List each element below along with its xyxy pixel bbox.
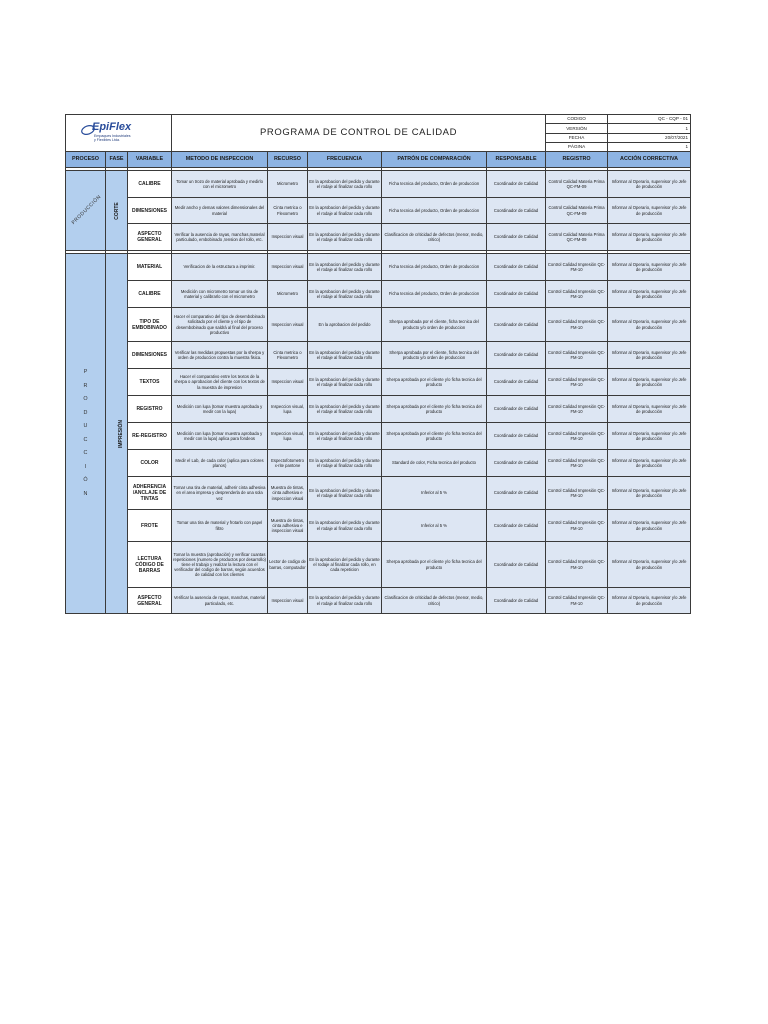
meta-label: PÁGINA [546,142,608,151]
process-letter: C [83,436,88,443]
phase-cell-impresion [106,254,128,614]
corrective-action-cell: Informar al Operario, supervisor y/o Jefe de producción [608,542,691,588]
variable-cell: TEXTOS [128,369,172,396]
frequency-cell: En la aprobacion del pedido y durante el rodaje al finalizar cada rollo [308,281,382,308]
meta-value: 1 [608,142,691,151]
record-cell: Control Calidad Impresión QC-FM-10 [546,308,608,342]
process-letter: U [83,423,88,429]
meta-label: VERSIÓN [546,124,608,133]
variable-cell: CALIBRE [128,281,172,308]
corrective-action-cell: Informar al Operario, supervisor y/o Jefe de producción [608,254,691,281]
resource-cell: Cinta metrica o Flexometro [268,198,308,224]
process-letter: O [83,396,88,402]
table-row [66,342,691,369]
method-cell: Medición con micrometro tomar un tira de material y calibrarlo con el micrometro [172,281,268,308]
table-row [66,542,691,588]
method-cell: Verificar las medidas propuestas por la sherpa y orden de produccion contra la muestra fisica. [172,342,268,369]
resource-cell: Espectofotometro x-rite pantone [268,450,308,477]
frequency-cell: En la aprobacion del pedido y durante el rodaje al finalizar cada rollo [308,198,382,224]
frequency-cell: En la aprobacion del pedido y durante el rodaje al finalizar cada rollo, en cada repeticion [308,542,382,588]
responsible-cell: Coordinador de Calidad [487,198,546,224]
variable-cell: RE-REGISTRO [128,423,172,450]
frequency-cell: En la aprobacion del pedido y durante el rodaje al finalizar cada rollo [308,477,382,510]
pattern-cell: Sherpa aprobada por el cliente y/o ficha tecnica del producto [382,542,487,588]
record-cell: Control Calidad Impresión QC-FM-10 [546,542,608,588]
meta-label: FECHA [546,133,608,142]
responsible-cell: Coordinador de Calidad [487,369,546,396]
responsible-cell: Coordinador de Calidad [487,450,546,477]
table-row [66,369,691,396]
corrective-action-cell: Informar al Operario, supervisor y/o Jefe de producción [608,224,691,251]
process-letter: P [83,369,88,375]
pattern-cell: Ficha tecnica del producto, Orden de produccion [382,254,487,281]
corrective-action-cell: Informar al Operario, supervisor y/o Jefe de producción [608,342,691,369]
resource-cell: Inspeccion visual [268,224,308,251]
pattern-cell: Sherpa aprobada por el cliente y/o ficha tecnica del producto [382,396,487,423]
table-row [66,450,691,477]
responsible-cell: Coordinador de Calidad [487,588,546,614]
resource-cell: Micrometro [268,281,308,308]
record-cell: Control Calidad Impresión QC-FM-10 [546,588,608,614]
logo-tagline-2: y Flexibles Ltda. [94,137,120,142]
resource-cell: Cinta metrica o Flexometro [268,342,308,369]
variable-cell: TIPO DE EMBOBINADO [128,308,172,342]
corrective-action-cell: Informar al Operario, supervisor y/o Jefe de producción [608,369,691,396]
resource-cell: Inspeccion visual [268,369,308,396]
phase-label: IMPRESIÓN [118,419,125,448]
meta-label: CODIGO [546,115,608,124]
method-cell: Hacer el comparativo entre los textos de la sherpa o aprobacion del cliente con los textos de la muestra de impresion [172,369,268,396]
process-letter: N [83,490,88,497]
process-label-vertical [83,366,87,501]
corrective-action-cell: Informar al Operario, supervisor y/o Jefe de producción [608,423,691,450]
responsible-cell: Coordinador de Calidad [487,342,546,369]
column-header: VARIABLE [128,152,172,168]
pattern-cell: Inferior al 5 % [382,510,487,542]
variable-cell: ASPECTO GENERAL [128,588,172,614]
column-header: FRECUENCIA [308,152,382,168]
record-cell: Control Calidad Impresión QC-FM-10 [546,477,608,510]
table-row [66,396,691,423]
frequency-cell: En la aprobacion del pedido y durante el rodaje al finalizar cada rollo [308,510,382,542]
column-header: FASE [106,152,128,168]
responsible-cell: Coordinador de Calidad [487,281,546,308]
column-header: METODO DE INSPECCION [172,152,268,168]
variable-cell: COLOR [128,450,172,477]
record-cell: Control Calidad Impresión QC-FM-10 [546,423,608,450]
record-cell: Control Calidad Impresión QC-FM-10 [546,342,608,369]
quality-control-table [65,114,691,614]
corrective-action-cell: Informar al Operario, supervisor y/o Jefe de producción [608,396,691,423]
pattern-cell: Standard de color, Ficha tecnica del producto [382,450,487,477]
record-cell: Control Calidad Impresión QC-FM-10 [546,369,608,396]
responsible-cell: Coordinador de Calidad [487,171,546,198]
resource-cell: Inspeccion visual [268,254,308,281]
table-row [66,198,691,224]
table-row [66,281,691,308]
responsible-cell: Coordinador de Calidad [487,254,546,281]
method-cell: Medición con lupa (tomar muestra aprobada y medir con la lupa) [172,396,268,423]
pattern-cell: Sherpa aprobada por el cliente y/o ficha tecnica del producto [382,369,487,396]
frequency-cell: En la aprobacion del pedido y durante el rodaje al finalizar cada rollo [308,396,382,423]
method-cell: Tomar una tira de material, adherir cinta adhesiva en el area impresa y desprenderla de una sola vez [172,477,268,510]
table-row [66,224,691,251]
method-cell: Medición con lupa (tomar muestra aprobada y medir con la lupa) aplica para fondeos [172,423,268,450]
method-cell: Tomar una tira de material y frotarlo con papel filtro [172,510,268,542]
pattern-cell: Ficha tecnica del producto, Orden de produccion [382,198,487,224]
process-letter: Ó [83,477,88,483]
variable-cell: DIMENSIONES [128,198,172,224]
table-row [66,510,691,542]
column-header: RESPONSABLE [487,152,546,168]
column-header: RECURSO [268,152,308,168]
corrective-action-cell: Informar al Operario, supervisor y/o Jefe de producción [608,477,691,510]
process-letter: D [83,409,88,416]
document-title: PROGRAMA DE CONTROL DE CALIDAD [172,115,546,152]
resource-cell: Inspeccion visual, lupa [268,396,308,423]
corrective-action-cell: Informar al Operario, supervisor y/o Jefe de producción [608,308,691,342]
table-row [66,588,691,614]
variable-cell: REGISTRO [128,396,172,423]
responsible-cell: Coordinador de Calidad [487,510,546,542]
pattern-cell: Sherpa aprobada por el cliente y/o ficha tecnica del producto [382,423,487,450]
meta-value: QC - CQP - 01 [608,115,691,124]
method-cell: Tomar un trozo de material aprobada y medirlo con el micrometro [172,171,268,198]
process-letter: I [84,463,87,470]
phase-cell-corte [106,171,128,251]
meta-value: 1 [608,124,691,133]
resource-cell: Inspeccion visual [268,588,308,614]
responsible-cell: Coordinador de Calidad [487,477,546,510]
process-cell-produccion [66,171,106,251]
logo-tagline [94,135,131,143]
table-row [66,308,691,342]
responsible-cell: Coordinador de Calidad [487,396,546,423]
corrective-action-cell: Informar al Operario, supervisor y/o Jefe de producción [608,510,691,542]
variable-cell: MATERIAL [128,254,172,281]
resource-cell: Lector de codigo de barras, computador [268,542,308,588]
responsible-cell: Coordinador de Calidad [487,423,546,450]
frequency-cell: En la aprobacion del pedido [308,308,382,342]
column-header: REGISTRO [546,152,608,168]
column-header: PATRÓN DE COMPARACIÓN [382,152,487,168]
record-cell: Control Calidad Impresión QC-FM-10 [546,450,608,477]
record-cell: Control Calidad Materia Prima QC-FM-09 [546,171,608,198]
method-cell: Verificar la ausencia de rayas, manchas,material particulado, embobinado ,tension del rollo, etc. [172,224,268,251]
pattern-cell: Ficha tecnica del producto, Orden de produccion [382,281,487,308]
frequency-cell: En la aprobacion del pedido y durante el rodaje al finalizar cada rollo [308,342,382,369]
corrective-action-cell: Informar al Operario, supervisor y/o Jefe de producción [608,588,691,614]
frequency-cell: En la aprobacion del pedido y durante el rodaje al finalizar cada rollo [308,423,382,450]
meta-value: 20/07/2021 [608,133,691,142]
phase-label: CORTE [113,201,120,220]
method-cell: Hacer el comparativo del tipo de desembobinado solicitado por el cliente y el tipo de desembobinado que saldrá al final del proceso productivo [172,308,268,342]
column-header-row [66,152,691,168]
method-cell: Tomar la muestra (aprobación) y verificar cuantas repeticiones (numero de productos por desarrollo) tiene el trabajo y realizar la lectura con el verificador del codigo de barras, según acuerdos de calidad con los clientes [172,542,268,588]
logo-name: EpiFlex [92,121,132,133]
variable-cell: CALIBRE [128,171,172,198]
record-cell: Control Calidad Materia Prima QC-FM-09 [546,224,608,251]
frequency-cell: En la aprobacion del pedido y durante el rodaje al finalizar cada rollo [308,171,382,198]
pattern-cell: Clasificacion de criticidad de defectos (menor, medio, critico) [382,588,487,614]
corrective-action-cell: Informar al Operario, supervisor y/o Jefe de producción [608,281,691,308]
corrective-action-cell: Informar al Operario, supervisor y/o Jefe de producción [608,198,691,224]
company-logo [66,115,172,152]
record-cell: Control Calidad Materia Prima QC-FM-09 [546,198,608,224]
responsible-cell: Coordinador de Calidad [487,542,546,588]
frequency-cell: En la aprobacion del pedido y durante el rodaje al finalizar cada rollo [308,450,382,477]
record-cell: Control Calidad Impresión QC-FM-10 [546,510,608,542]
process-letter: C [83,450,88,456]
responsible-cell: Coordinador de Calidad [487,224,546,251]
column-header: PROCESO [66,152,106,168]
variable-cell: LECTURA CÓDIGO DE BARRAS [128,542,172,588]
frequency-cell: En la aprobacion del pedido y durante el rodaje al finalizar cada rollo [308,224,382,251]
corrective-action-cell: Informar al Operario, supervisor y/o Jefe de producción [608,171,691,198]
resource-cell: Inspeccion visual, lupa [268,423,308,450]
method-cell: Medir el Lab, de cada color (aplica para colores planos) [172,450,268,477]
pattern-cell: Inferior al 5 % [382,477,487,510]
record-cell: Control Calidad Impresión QC-FM-10 [546,281,608,308]
logo-tagline-1: Empaques Industriales [94,134,131,138]
variable-cell: DIMENSIONES [128,342,172,369]
record-cell: Control Calidad Impresión QC-FM-10 [546,254,608,281]
frequency-cell: En la aprobacion del pedido y durante el rodaje al finalizar cada rollo [308,588,382,614]
resource-cell: Micrometro [268,171,308,198]
method-cell: Verificar la ausencia de rayas, manchas, material particulado, etc. [172,588,268,614]
table-row [66,477,691,510]
table-row [66,423,691,450]
process-letter: R [83,382,88,389]
process-cell-produccion [66,254,106,614]
resource-cell: Muestra de tintas, cinta adhesiva e inspeccion visual [268,510,308,542]
pattern-cell: Sherpa aprobada por el cliente, ficha tecnica del producto y/o orden de produccion [382,342,487,369]
corrective-action-cell: Informar al Operario, supervisor y/o Jefe de producción [608,450,691,477]
table-row [66,171,691,198]
responsible-cell: Coordinador de Calidad [487,308,546,342]
pattern-cell: Sherpa aprobada por el cliente, ficha tecnica del producto y/o orden de produccion [382,308,487,342]
method-cell: Verificacion de la estructura a imprimir. [172,254,268,281]
variable-cell: FROTE [128,510,172,542]
pattern-cell: Ficha tecnica del producto, Orden de produccion [382,171,487,198]
variable-cell: ADHERENCIA /ANCLAJE DE TINTAS [128,477,172,510]
variable-cell: ASPECTO GENERAL [128,224,172,251]
pattern-cell: Clasificacion de criticidad de defectos (menor, medio, critico) [382,224,487,251]
process-label: PRODUCCIÓN [70,194,103,227]
method-cell: Medir ancho y demas valores dimensionales del material [172,198,268,224]
resource-cell: Muestra de tintas, cinta adhesiva e inspeccion visual [268,477,308,510]
column-header: ACCIÓN CORRECTIVA [608,152,691,168]
table-row [66,254,691,281]
frequency-cell: En la aprobacion del pedido y durante el rodaje al finalizar cada rollo [308,254,382,281]
frequency-cell: En la aprobacion del pedido y durante el rodaje al finalizar cada rollo [308,369,382,396]
record-cell: Control Calidad Impresión QC-FM-10 [546,396,608,423]
resource-cell: Inspeccion visual [268,308,308,342]
